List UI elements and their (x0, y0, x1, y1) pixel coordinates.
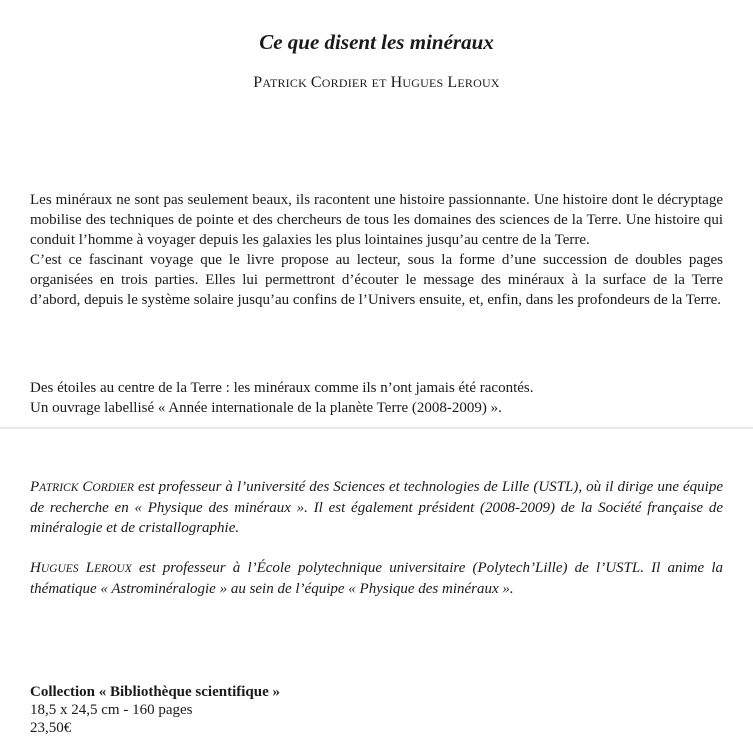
author1-first-initial: P (253, 74, 263, 91)
author1-last-rest: ORDIER (321, 76, 368, 90)
author1-last-initial: C (310, 74, 322, 91)
book-price: 23,50€ (30, 720, 72, 736)
author-bio-cordier (30, 477, 723, 538)
book-title: Ce que disent les minéraux (259, 30, 494, 54)
paper-fold-line (0, 427, 753, 429)
authors-connector: ET (371, 76, 387, 90)
bio1-surname-initial: C (82, 479, 93, 495)
book-format: 18,5 x 24,5 cm - 160 pages (30, 702, 193, 718)
book-summary (30, 190, 723, 310)
bio2-surname-rest: EROUX (94, 563, 132, 575)
tagline-line: Un ouvrage labellisé « Année internationale de la planète Terre (2008-2009) ». (30, 400, 502, 416)
book-details (30, 683, 430, 737)
author2-last-initial: L (447, 74, 458, 91)
bio1-text: est professeur à l’université des Sciences et technologies de Lille (USTL), où il dirige une équipe de recherche en « Physique des minéraux ». Il est également président (2008-2009) de la Société française de minéralogie et de cristallographie. (30, 479, 724, 536)
author1-first-rest: ATRICK (262, 76, 307, 90)
bio2-surname-initial: L (85, 560, 95, 576)
summary-paragraph: C’est ce fascinant voyage que le livre propose au lecteur, sous la forme d’une succession de doubles pages organisées en trois parties. Elles lui permettront d’écouter le message des minéraux à la surface de la Terre d’abord, depuis le système solaire jusqu’au confins de l’Univers ensuite, et, enfin, dans les profondeurs de la Terre. (30, 252, 723, 308)
bio1-surname-rest: ORDIER (92, 482, 134, 494)
author2-last-rest: EROUX (457, 76, 500, 90)
book-tagline (30, 378, 723, 418)
author-bio-leroux (30, 558, 723, 599)
bio2-name-initial: H (30, 560, 41, 576)
tagline-line: Des étoiles au centre de la Terre : les minéraux comme ils n’ont jamais été racontés. (30, 380, 534, 396)
summary-paragraph: Les minéraux ne sont pas seulement beaux, ils racontent une histoire passionnante. Une histoire dont le décryptage mobilise des techniques de pointe et des chercheurs de tous les domaines des sciences de la Terre. Une histoire qui conduit l’homme à voyager depuis les galaxies les plus lointaines jusqu’au centre de la Terre. (30, 192, 723, 248)
author2-first-initial: H (390, 74, 403, 91)
bio1-name-rest: ATRICK (39, 482, 79, 494)
book-authors (0, 74, 753, 92)
bio2-name-rest: UGUES (40, 563, 79, 575)
author2-first-rest: UGUES (402, 76, 444, 90)
collection-name: Collection « Bibliothèque scientifique » (30, 684, 281, 700)
bio2-text: est professeur à l’École polytechnique universitaire (Polytech’Lille) de l’USTL. Il anime la thématique « Astrominéralogie » au sein de l’équipe « Physique des minéraux ». (30, 560, 723, 597)
bio1-name-initial: P (30, 479, 40, 495)
